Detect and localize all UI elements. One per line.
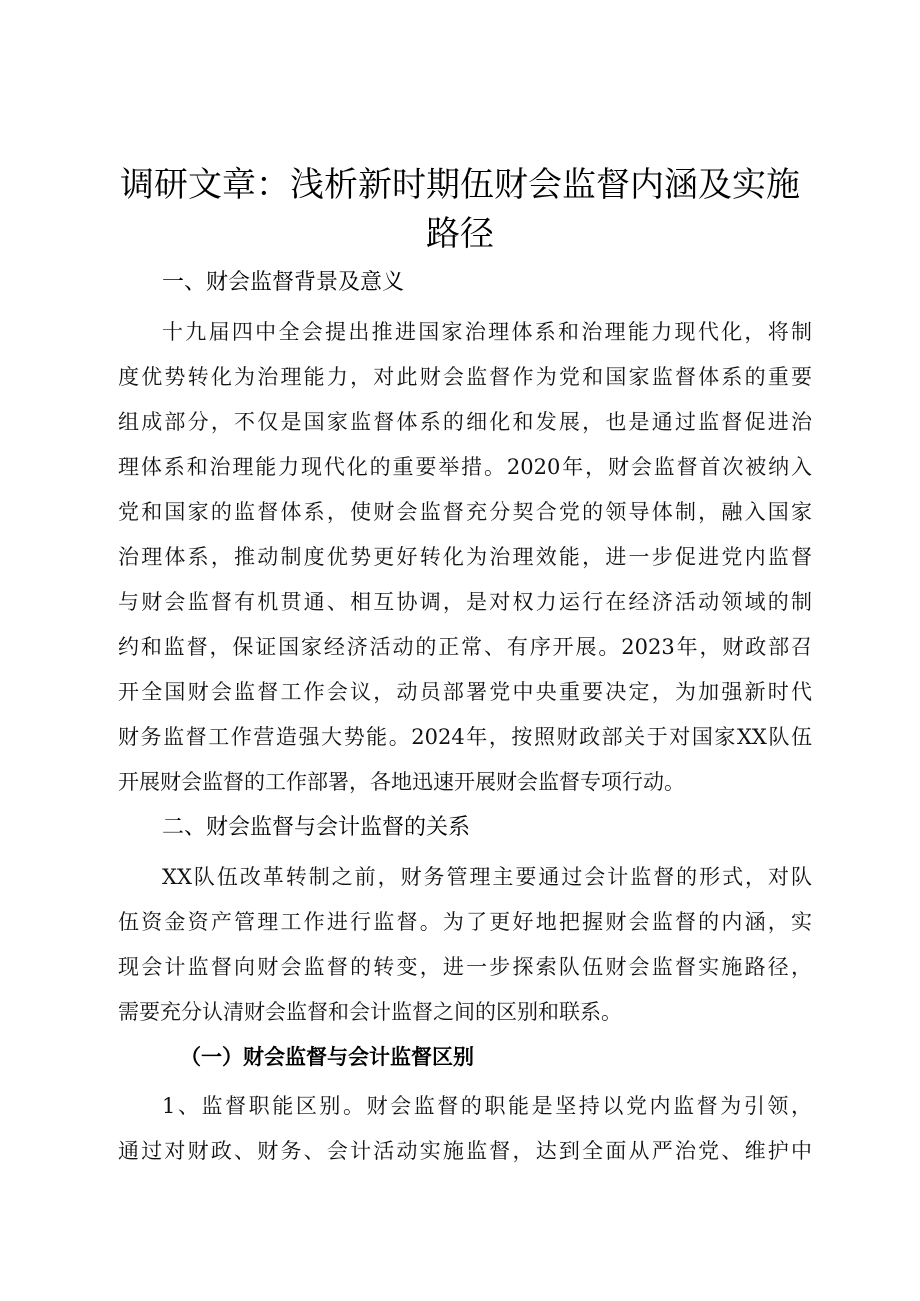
paragraph-line: 度优势转化为治理能力，对此财会监督作为党和国家监督体系的重要: [118, 365, 812, 389]
paragraph-line: 财务监督工作营造强大势能。2024年，按照财政部关于对国家XX队伍: [118, 725, 812, 749]
paragraph-line: 理体系和治理能力现代化的重要举措。2020年，财会监督首次被纳入: [118, 455, 812, 479]
paragraph-line: 党和国家的监督体系，使财会监督充分契合党的领导体制，融入国家: [118, 500, 812, 524]
section-2-heading: 二、财会监督与会计监督的关系: [162, 815, 471, 840]
document-title-line-1: 调研文章：浅析新时期伍财会监督内涵及实施: [120, 165, 800, 205]
paragraph-line: 约和监督，保证国家经济活动的正常、有序开展。2023年，财政部召: [118, 635, 812, 659]
paragraph-line: XX队伍改革转制之前，财务管理主要通过会计监督的形式，对队: [162, 865, 812, 889]
paragraph-line: 需要充分认清财会监督和会计监督之间的区别和联系。: [118, 1000, 622, 1024]
paragraph-line: 伍资金资产管理工作进行监督。为了更好地把握财会监督的内涵，实: [118, 910, 812, 934]
paragraph-line: 1、监督职能区别。财会监督的职能是坚持以党内监督为引领，: [162, 1094, 812, 1118]
paragraph-line: 现会计监督向财会监督的转变，进一步探索队伍财会监督实施路径，: [118, 955, 812, 979]
paragraph-line: 开全国财会监督工作会议，动员部署党中央重要决定，为加强新时代: [118, 680, 812, 704]
paragraph-line: 通过对财政、财务、会计活动实施监督，达到全面从严治党、维护中: [118, 1139, 812, 1163]
document-title-line-2: 路径: [426, 214, 494, 254]
paragraph-line: 与财会监督有机贯通、相互协调，是对权力运行在经济活动领域的制: [118, 590, 812, 614]
paragraph-line: 开展财会监督的工作部署，各地迅速开展财会监督专项行动。: [118, 770, 685, 794]
section-1-heading: 一、财会监督背景及意义: [162, 270, 405, 295]
paragraph-line: 组成部分，不仅是国家监督体系的细化和发展，也是通过监督促进治: [118, 410, 812, 434]
paragraph-line: 十九届四中全会提出推进国家治理体系和治理能力现代化，将制: [162, 320, 812, 344]
subsection-heading: （一）财会监督与会计监督区别: [180, 1045, 474, 1069]
paragraph-line: 治理体系，推动制度优势更好转化为治理效能，进一步促进党内监督: [118, 545, 812, 569]
